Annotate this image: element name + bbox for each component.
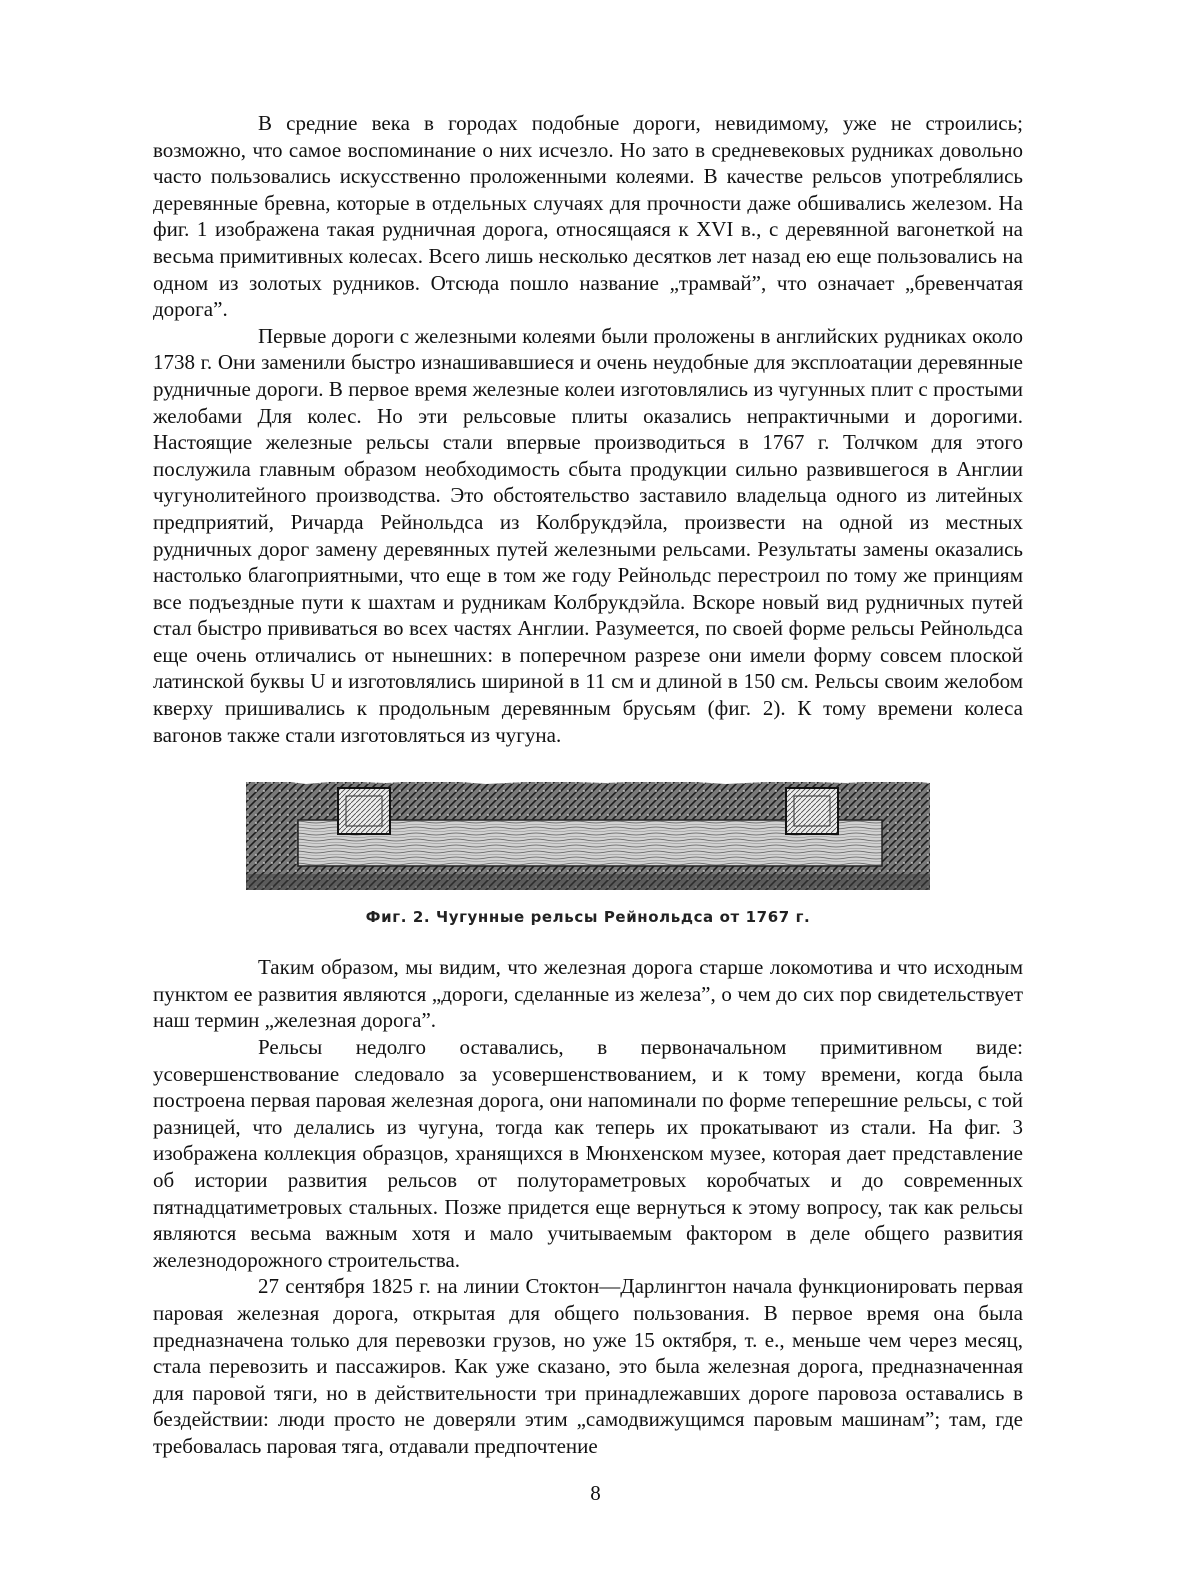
figure-2 bbox=[153, 778, 1023, 938]
page-number: 8 bbox=[590, 1481, 601, 1505]
rail-illustration bbox=[246, 778, 930, 890]
paragraph-5: 27 сентября 1825 г. на линии Стоктон—Дарлингтон начала функционировать первая паровая железная дорога, открытая для общего пользования. В первое время она была предназначена только для перевозки грузов, но уже 15 октября, т. е., меньше чем через месяц, стала перевозить и пассажиров. Как уже сказано, это была железная дорога, предназначенная для паровой тяги, но в действительности три принадлежавших дороге паровоза оставались в бездействии: люди просто не доверяли этим „самодвижущимся паровым машинам”; там, где требовалась паровая тяга, отдавали предпочтение bbox=[153, 1274, 1023, 1458]
paragraph-2: Первые дороги с железными колеями были проложены в английских рудниках около 1738 г. Они заменили быстро изнашивавшиеся и очень неудобные для эксплоатации деревянные рудничные дороги. В первое время железные колеи изготовлялись из чугунных плит с простыми желобами Для колес. Но эти рельсовые плиты оказались непрактичными и дорогими. Настоящие железные рельсы стали впервые производиться в 1767 г. Толчком для этого послужила главным образом необходимость сбыта продукции сильно развившегося в Англии чугунолитейного производства. Это обстоятельство заставило владельца одного из литейных предприятий, Ричарда Рейнольдса из Колбрукдэйла, произвести на одной из местных рудничных дорог замену деревянных путей железными рельсами. Результаты замены оказались настолько благоприятными, что еще в том же году Рейнольдс перестроил по тому же принциям все подъездные пути к шахтам и рудникам Колбрукдэйла. Вскоре новый вид рудничных путей стал быстро прививаться во всех частях Англии. Разумеется, по своей форме рельсы Рейнольдса еще очень отличались от нынешних: в поперечном разрезе они имели форму совсем плоской латинской буквы U и изготовлялись шириной в 11 см и длиной в 150 см. Рельсы своим желобом кверху пришивались к продольным деревянным брусьям (фиг. 2). К тому времени колеса вагонов также стали изготовляться из чугуна. bbox=[153, 323, 1023, 747]
paragraph-1: В средние века в городах подобные дороги, невидимому, уже не строились; возможно, что самое воспоминание о них исчезло. Но зато в средневековых рудниках довольно часто пользовались искусственно проложенными колеями. В качестве рельсов употреблялись деревянные бревна, которые в отдельных случаях для прочности даже обшивались железом. На фиг. 1 изображена такая рудничная дорога, относящаяся к XVI в., с деревянной вагонеткой на весьма примитивных колесах. Всего лишь несколько десятков лет назад ею еще пользовались на одном из золотых рудников. Отсюда пошло название „трамвай”, что означает „бревенчатая дорога”. bbox=[153, 111, 1023, 322]
paragraph-3: Таким образом, мы видим, что железная дорога старше локомотива и что исходным пунктом ее развития являются „дороги, сделанные из железа”, о чем до сих пор свидетельствует наш термин „железная дорога”. bbox=[153, 955, 1023, 1033]
figure-caption: Фиг. 2. Чугунные рельсы Рейнольдса от 1767 г. bbox=[365, 908, 811, 927]
paragraph-4: Рельсы недолго оставались, в первоначальном примитивном виде: усовершенствование следовало за усовершенствованием, и к тому времени, когда была построена первая паровая железная дорога, они напоминали по форме теперешние рельсы, с той разницей, что делались из чугуна, тогда как теперь их прокатывают из стали. На фиг. 3 изображена коллекция образцов, хранящихся в Мюнхенском музее, которая дает представление об истории развития рельсов от полутораметровых коробчатых и до современных пятнадцатиметровых стальных. Позже придется еще вернуться к этому вопросу, так как рельсы являются весьма важным хотя и мало учитываемым фактором в деле общего развития железнодорожного строительства. bbox=[153, 1035, 1023, 1272]
page-content bbox=[153, 110, 1023, 1460]
